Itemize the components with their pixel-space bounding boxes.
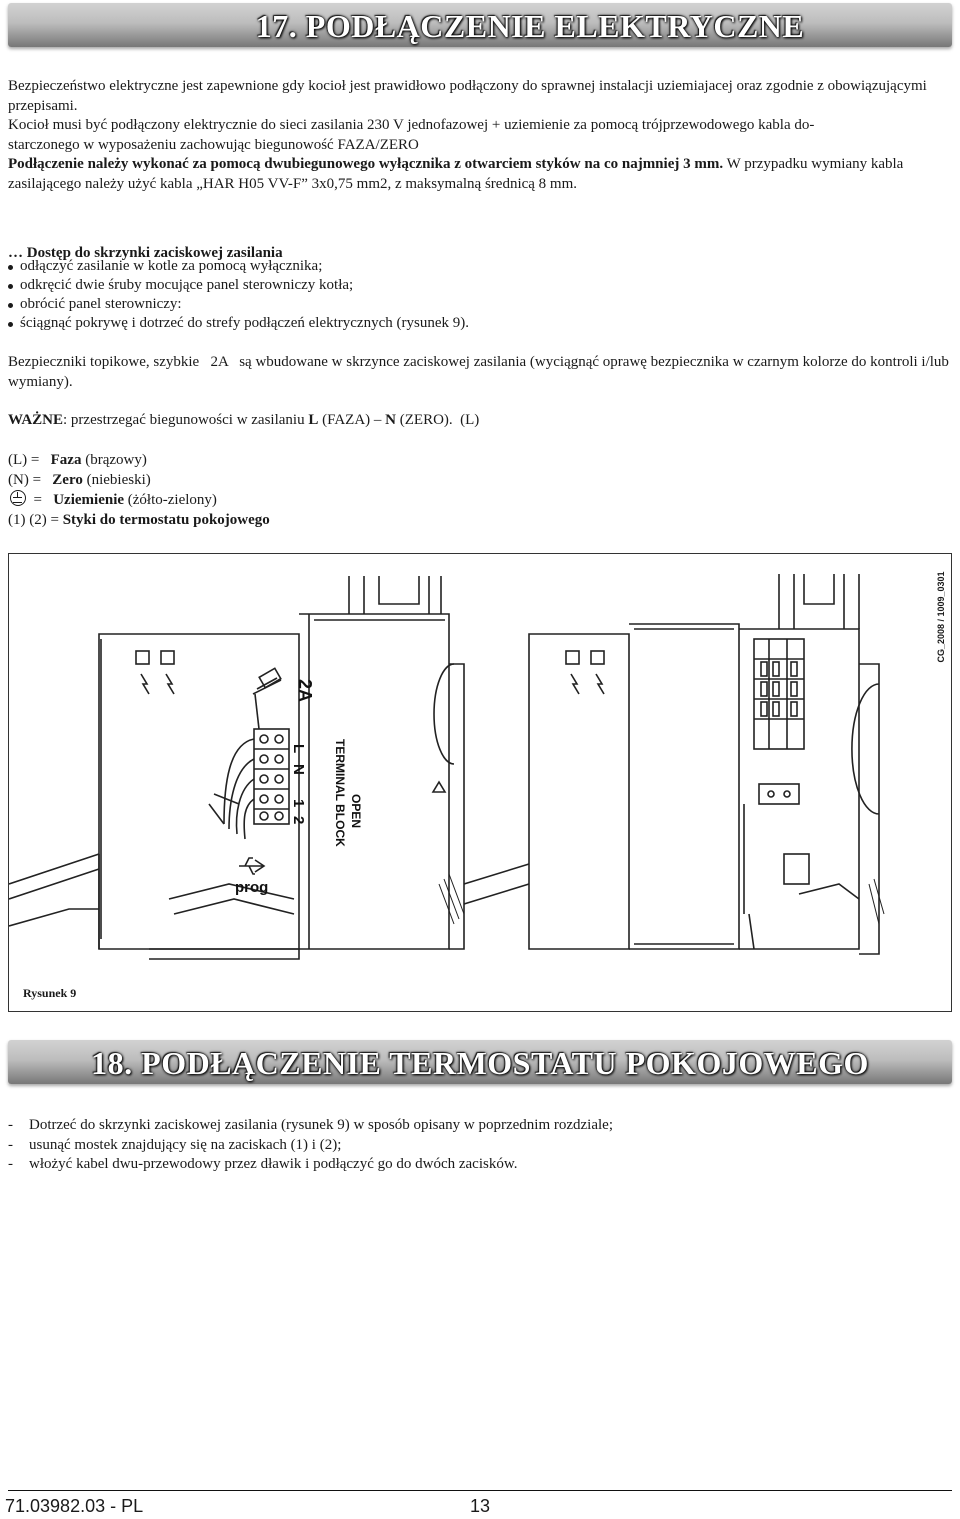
legend-ground — [8, 490, 952, 511]
switch-paragraph — [8, 155, 952, 194]
legend-phase-key: (L) = — [8, 452, 51, 468]
phase-letter: L — [308, 412, 319, 428]
access-heading-text: … Dostęp do skrzynki zaciskowej zasilania — [8, 245, 283, 261]
connection-line-2: starczonego w wyposażeniu zachowując biegunowość FAZA/ZERO — [8, 136, 419, 153]
neutral-letter: N — [385, 412, 396, 428]
terminal-block-label: TERMINAL BLOCK — [333, 739, 347, 847]
list-item: ściągnąć pokrywę i dotrzeć do strefy podłączeń elektrycznych (rysunek 9). — [8, 314, 952, 333]
legend-thermostat — [8, 511, 952, 531]
fuses-text: Bezpieczniki topikowe, szybkie 2A są wbudowane w skrzynce zaciskowej zasilania (wyciągnąć oprawę bezpiecznika w czarnym kolorze do kontroli i/lub wymiany). — [8, 354, 953, 390]
legend-thermostat-name: Styki do termostatu pokojowego — [62, 511, 270, 528]
list-item: odłączyć zasilanie w kotle za pomocą wyłącznika; — [8, 257, 952, 276]
legend-neutral-name: Zero — [52, 471, 83, 488]
wire-legend — [8, 451, 952, 530]
phase-word: (FAZA) – — [318, 412, 386, 428]
legend-ground-name: Uziemienie — [53, 492, 125, 508]
terminal-number-1: 1 — [290, 799, 307, 808]
legend-phase-color: (brązowy) — [81, 452, 147, 468]
legend-phase-name: Faza — [50, 452, 82, 468]
section-17-title: 17. PODŁĄCZENIE ELEKTRYCZNE — [255, 8, 805, 44]
terminal-letter-n: N — [290, 764, 307, 775]
figure-caption: Rysunek 9 — [23, 986, 77, 1000]
section-17-banner — [8, 3, 952, 47]
connection-line-1: Kocioł musi być podłączony elektrycznie do sieci zasilania 230 V jednofazowej + uziemienie za pomocą trójprzewodowego kabla do- — [8, 117, 815, 133]
legend-neutral-color: (niebieski) — [82, 471, 151, 488]
switch-requirement: Podłączenie należy wykonać za pomocą dwubiegunowego wyłącznika z otwarciem styków na co najmniej 3 mm. — [8, 156, 724, 172]
important-note — [8, 411, 952, 431]
list-item: - Dotrzeć do skrzynki zaciskowej zasilania (rysunek 9) w sposób opisany w poprzednim rozdziale; — [8, 1117, 613, 1133]
legend-phase — [8, 451, 952, 471]
list-item: - usunąć mostek znajdujący się na zaciskach (1) i (2); — [8, 1136, 342, 1153]
list-item: obrócić panel sterowniczy: — [8, 295, 952, 314]
cable-requirement: W przypadku wymiany kabla zasilającego należy użyć kabla „HAR H05 VV-F” 3x0,75 mm2, z maksymalną średnicą 8 mm. — [8, 156, 904, 192]
thermostat-steps — [8, 1116, 952, 1175]
figure-code: CG_2008 / 1009_0301 — [936, 571, 946, 663]
neutral-word: (ZERO). (L) — [396, 412, 480, 428]
legend-ground-key: = — [26, 492, 54, 508]
safety-paragraph: Bezpieczeństwo elektryczne jest zapewnione gdy kocioł jest prawidłowo podłączony do sprawnej instalacji uziemiajacej oraz zgodnie z obowiązującymi przepisami. — [8, 78, 927, 114]
section-18-banner — [8, 1040, 952, 1084]
wiring-drawing — [9, 554, 951, 1011]
fuses-paragraph — [8, 353, 952, 392]
open-label: OPEN — [349, 794, 363, 829]
ground-icon — [10, 490, 26, 506]
terminal-letter-l: L — [290, 744, 307, 754]
access-steps — [8, 257, 952, 333]
footer-divider — [8, 1490, 952, 1491]
section-18-title: 18. PODŁĄCZENIE TERMOSTATU POKOJOWEGO — [91, 1045, 869, 1081]
legend-neutral — [8, 471, 952, 491]
legend-thermostat-key: (1) (2) = — [8, 511, 63, 528]
list-item: odkręcić dwie śruby mocujące panel sterowniczy kotła; — [8, 276, 952, 295]
important-text: : przestrzegać biegunowości w zasilaniu — [63, 412, 309, 428]
section-17-intro — [8, 77, 952, 194]
page-number: 13 — [470, 1496, 491, 1516]
prog-label: prog — [235, 879, 269, 896]
legend-neutral-key: (N) = — [8, 471, 53, 488]
list-item: - włożyć kabel dwu-przewodowy przez dławik i podłączyć go do dwóch zacisków. — [8, 1156, 518, 1172]
legend-ground-color: (żółto-zielony) — [124, 492, 217, 508]
terminal-number-2: 2 — [290, 816, 307, 825]
important-label: WAŻNE — [8, 412, 64, 428]
fuse-label: 2A — [295, 679, 315, 703]
figure-9 — [8, 553, 952, 1012]
document-code: 71.03982.03 - PL — [5, 1496, 144, 1516]
